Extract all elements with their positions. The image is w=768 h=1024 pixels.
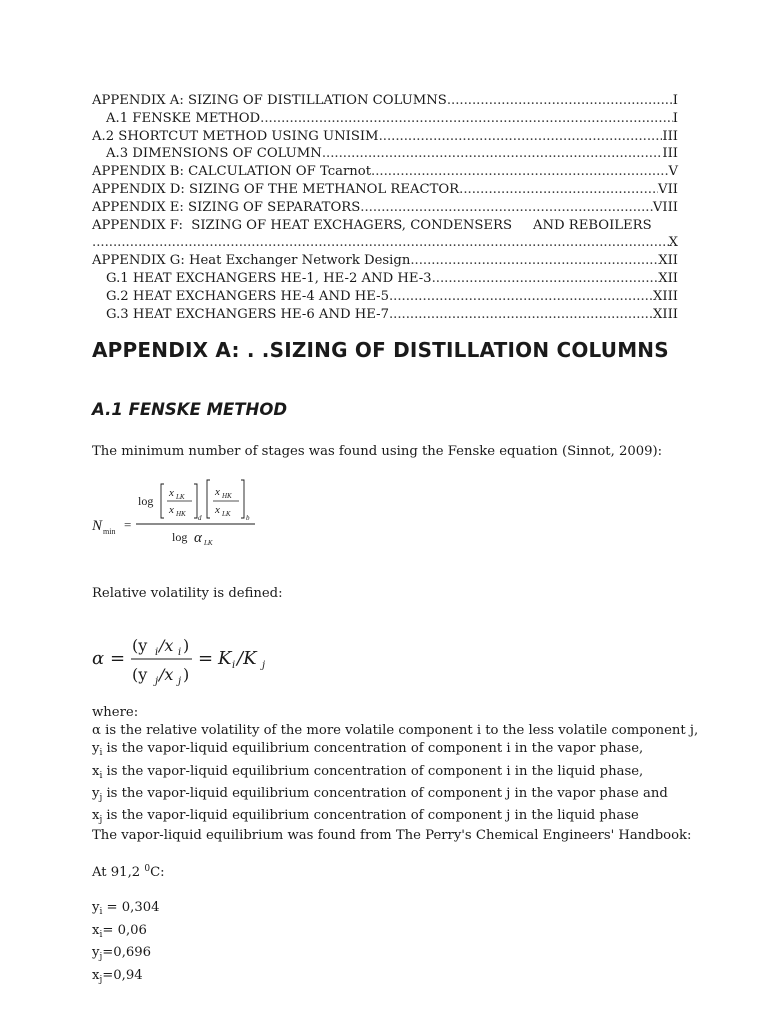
equilibrium-values <box>92 899 160 989</box>
toc-entry-page: VII <box>658 181 678 197</box>
toc-entry-title: APPENDIX B: CALCULATION OF Tcarnot <box>92 164 372 180</box>
eq-log: log <box>138 494 154 508</box>
eq-x: x <box>169 504 174 516</box>
toc-entry-page: XIII <box>652 288 678 304</box>
eq-lhs: N <box>92 518 103 534</box>
eq-alpha: α <box>194 530 202 546</box>
toc-entry-page: V <box>668 164 678 180</box>
toc-entry[interactable] <box>92 252 678 270</box>
eq-numerator <box>132 636 189 658</box>
section-heading: APPENDIX A: . .SIZING OF DISTILLATION COLUMNS <box>92 338 669 362</box>
eq-num-text: (y <box>132 636 148 655</box>
def-symbol: α <box>92 723 101 739</box>
eq-sub-lk: LK <box>176 493 185 501</box>
value-line <box>92 967 160 990</box>
value-text: = 0,304 <box>102 900 160 915</box>
toc-entry-page: XII <box>658 253 678 269</box>
def-sub: j <box>99 792 103 803</box>
eq-sub-i: i <box>155 647 159 658</box>
eq-sub-lk: LK <box>222 510 231 518</box>
value-symbol: y <box>92 900 100 915</box>
right-bracket <box>241 480 244 518</box>
where-label: where: <box>92 705 139 720</box>
toc-leader <box>389 306 653 324</box>
def-text: is the vapor-liquid equilibrium concentration of component i in the vapor phase, <box>102 741 644 757</box>
eq-sub-lk: LK <box>204 539 213 547</box>
eq-equals: = <box>124 517 132 532</box>
toc-entry[interactable] <box>92 199 678 217</box>
intro-paragraph: The minimum number of stages was found using the Fenske equation (Sinnot, 2009): <box>92 444 663 459</box>
toc-entry[interactable] <box>92 163 678 181</box>
eq-den-text: (y <box>132 665 148 684</box>
eq-sub-j: j <box>178 676 182 687</box>
value-line <box>92 944 160 967</box>
relative-volatility-label: Relative volatility is defined: <box>92 586 283 601</box>
toc-entry[interactable] <box>92 145 678 163</box>
def-text: is the vapor-liquid equilibrium concentration of component i in the liquid phase, <box>102 763 644 779</box>
eq-slash: /x <box>159 636 174 655</box>
value-sub: i <box>99 907 103 917</box>
value-line <box>92 922 160 945</box>
definition-line <box>92 807 698 829</box>
eq-x: x <box>215 486 220 498</box>
eq-lhs-sub: min <box>103 527 116 536</box>
toc-entry[interactable] <box>92 306 678 324</box>
toc-entry-continuation[interactable] <box>92 234 678 252</box>
eq-x: x <box>169 487 174 499</box>
temperature-degree: 0 <box>144 864 151 874</box>
toc-entry-title: APPENDIX G: Heat Exchanger Network Design <box>92 253 411 269</box>
definition-line <box>92 763 698 785</box>
toc-leader <box>459 181 658 199</box>
toc-leader <box>447 92 673 110</box>
toc-entry[interactable] <box>92 217 678 235</box>
toc-entry-title: A.2 SHORTCUT METHOD USING UNISIM <box>92 128 379 144</box>
def-symbol: y <box>92 741 100 757</box>
eq-alpha: α <box>92 648 105 669</box>
toc-leader <box>360 199 653 217</box>
def-text: is the vapor-liquid equilibrium concentration of component j in the vapor phase and <box>102 785 668 801</box>
toc-entry-page: XIII <box>652 306 678 322</box>
toc-leader <box>379 128 663 146</box>
eq-sub-j: j <box>262 660 266 671</box>
eq-sub-j: j <box>155 676 159 687</box>
toc-entry[interactable] <box>92 128 678 146</box>
eq-denominator <box>132 665 189 687</box>
toc-entry-title: A.1 FENSKE METHOD <box>106 110 261 126</box>
right-bracket <box>194 484 197 518</box>
toc-entry-page: VIII <box>652 199 678 215</box>
eq-sub-hk: HK <box>176 510 186 518</box>
toc-leader <box>371 163 668 181</box>
definition-line <box>92 722 698 740</box>
eq-slash: /x <box>159 665 174 684</box>
left-bracket <box>207 480 210 518</box>
temperature-line <box>92 864 165 880</box>
toc-entry[interactable] <box>92 181 678 199</box>
eq-sub-i: i <box>232 660 236 671</box>
left-bracket <box>161 484 164 518</box>
eq-paren: ) <box>183 665 190 684</box>
toc-leader <box>322 145 663 163</box>
eq-x: x <box>215 504 220 516</box>
fenske-equation <box>90 478 270 550</box>
toc-leader <box>260 110 673 128</box>
eq-sub-b: b <box>246 514 250 522</box>
value-text: =0,94 <box>102 967 143 983</box>
toc-entry-title: APPENDIX D: SIZING OF THE METHANOL REACTOR <box>92 181 460 197</box>
value-text: =0,696 <box>102 945 152 961</box>
def-symbol: x <box>92 808 100 824</box>
eq-slash: /K <box>237 648 257 669</box>
toc-leader <box>389 288 653 306</box>
eq-equals: = <box>110 648 126 669</box>
eq-paren: ) <box>183 636 190 655</box>
value-symbol: x <box>92 967 100 983</box>
toc-entry[interactable] <box>92 110 678 128</box>
value-sub: j <box>99 952 103 963</box>
toc-entry-page: XII <box>658 270 678 286</box>
toc-leader <box>92 234 669 252</box>
def-text: is the relative volatility of the more volatile component i to the less volatile component j, <box>100 723 699 739</box>
toc-entry-title: G.1 HEAT EXCHANGERS HE-1, HE-2 AND HE-3 <box>106 270 432 286</box>
value-sub: i <box>99 929 103 940</box>
def-symbol: y <box>92 785 100 801</box>
toc-leader <box>432 270 659 288</box>
relative-volatility-equation <box>92 630 282 688</box>
eq-sub-d: d <box>198 514 202 522</box>
eq-sub-hk: HK <box>222 492 232 500</box>
definitions-list <box>92 704 698 829</box>
vle-source: The vapor-liquid equilibrium was found from The Perry's Chemical Engineers' Handbook: <box>92 828 692 843</box>
eq-sub-i: i <box>178 647 182 658</box>
definition-line <box>92 785 698 807</box>
toc-entry-page: I <box>672 110 678 126</box>
value-sub: j <box>99 974 103 985</box>
eq-log: log <box>172 530 188 544</box>
value-symbol: y <box>92 945 100 961</box>
temperature-prefix: At 91,2 <box>92 865 145 880</box>
subsection-heading: A.1 FENSKE METHOD <box>92 400 288 419</box>
temperature-suffix: C: <box>150 865 165 880</box>
table-of-contents <box>92 92 678 323</box>
def-sub: j <box>99 815 103 826</box>
toc-entry-page: III <box>662 128 678 144</box>
toc-leader <box>410 252 658 270</box>
toc-entry-title: G.2 HEAT EXCHANGERS HE-4 AND HE-5 <box>106 288 389 304</box>
toc-entry[interactable] <box>92 270 678 288</box>
def-sub: i <box>99 770 103 781</box>
toc-entry-title: APPENDIX F: SIZING OF HEAT EXCHAGERS, CONDENSERS AND REBOILERS <box>92 217 652 233</box>
eq-rhs-k: K <box>218 648 232 669</box>
value-line <box>92 899 160 922</box>
toc-entry-title: APPENDIX A: SIZING OF DISTILLATION COLUMNS <box>92 93 447 108</box>
toc-entry[interactable] <box>92 92 678 110</box>
toc-entry-page: I <box>672 93 678 108</box>
value-text: = 0,06 <box>102 922 147 938</box>
value-symbol: x <box>92 922 100 938</box>
toc-entry-title: G.3 HEAT EXCHANGERS HE-6 AND HE-7 <box>106 306 389 322</box>
toc-entry-page: III <box>662 146 678 162</box>
def-sub: i <box>99 748 103 759</box>
toc-entry-title: A.3 DIMENSIONS OF COLUMN <box>106 146 322 162</box>
def-text: is the vapor-liquid equilibrium concentration of component j in the liquid phase <box>102 808 639 824</box>
eq-equals: = <box>198 648 214 669</box>
toc-entry[interactable] <box>92 288 678 306</box>
toc-entry-page: X <box>668 235 678 251</box>
def-symbol: x <box>92 763 100 779</box>
definition-line <box>92 740 698 762</box>
toc-entry-title: APPENDIX E: SIZING OF SEPARATORS <box>92 199 361 215</box>
